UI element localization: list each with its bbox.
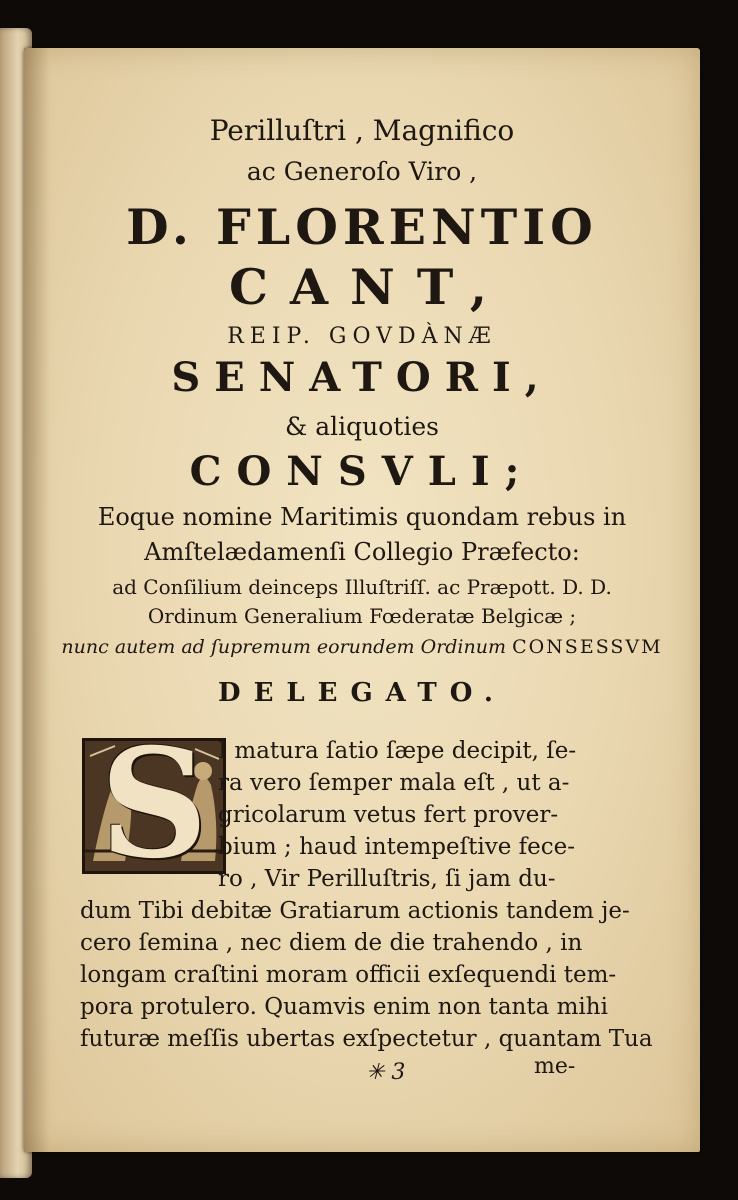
body-line-8: longam craſtini moram officii exſequendi tem-	[80, 962, 617, 988]
dedicatee-surname: CANT,	[229, 258, 509, 316]
dedication-consuli: CONSVLI;	[189, 448, 535, 495]
decorated-initial	[82, 738, 226, 874]
body-line-5: ro , Vir Perilluſtris, ſi jam du-	[218, 866, 556, 892]
dedication-line-2: ac Generoſo Viro ,	[246, 157, 478, 186]
dedication-republic: REIP. GOVDÀNÆ	[227, 324, 497, 349]
body-line-10: futuræ meſſis ubertas exſpectetur , quantam Tua	[80, 1026, 653, 1052]
dedication-line-11: ad Conſilium deinceps Illuſtriſſ. ac Præpott. D. D.	[112, 575, 612, 599]
dedication-line-1: Perilluſtri , Magnifico	[209, 114, 515, 147]
dedicatee-name: D. FLORENTIO	[126, 198, 598, 256]
dedication-senatori: SENATORI,	[171, 354, 553, 401]
body-line-3: gricolarum vetus fert prover-	[218, 802, 559, 828]
body-line-6: dum Tibi debitæ Gratiarum actionis tandem je-	[80, 898, 630, 924]
body-line-2: ra vero ſemper mala eſt , ut a-	[218, 770, 570, 796]
body-line-1: I matura ſatio ſæpe decipit, ſe-	[218, 738, 577, 764]
body-line-9: pora protulero. Quamvis enim non tanta mihi	[80, 994, 608, 1020]
catchword: me-	[534, 1054, 576, 1079]
dedication-line-13	[24, 636, 700, 658]
signature-mark: ✳ 3	[366, 1060, 406, 1085]
dedication-line-13-italic: nunc autem ad ſupremum eorundem Ordinum	[61, 636, 507, 658]
initial-letter: S	[99, 738, 209, 874]
dedication-line-10: Amſtelædamenſi Collegio Præfecto:	[144, 538, 580, 566]
body-line-7: cero ſemina , nec diem de die trahendo , in	[80, 930, 583, 956]
body-line-4: bium ; haud intempeſtive fece-	[218, 834, 576, 860]
book-page	[24, 48, 700, 1152]
dedication-line-12: Ordinum Generalium Fœderatæ Belgicæ ;	[147, 604, 577, 628]
dedication-line-13-caps: CONSESSVM	[512, 636, 663, 658]
dedication-delegato: DELEGATO.	[218, 678, 506, 708]
dedication-line-9: Eoque nomine Maritimis quondam rebus in	[97, 503, 627, 531]
dedication-aliquoties: & aliquoties	[285, 412, 439, 441]
